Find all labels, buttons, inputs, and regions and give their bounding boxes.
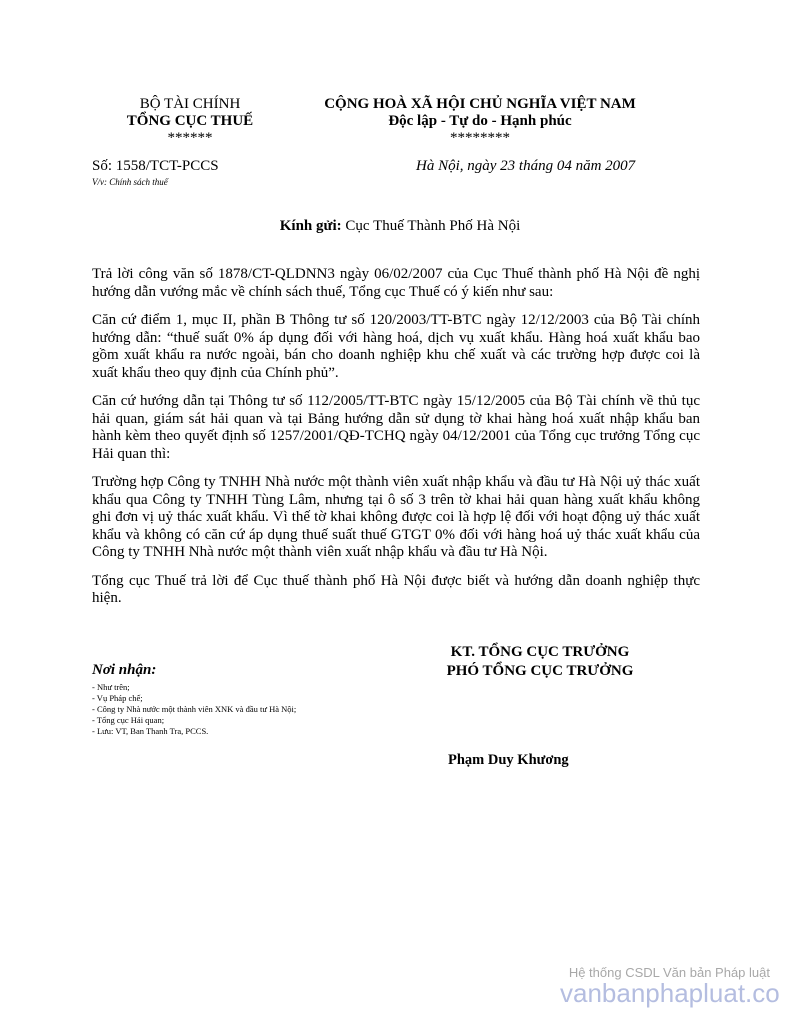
motto-divider-stars: ********	[450, 130, 510, 146]
receivers-title: Nơi nhận:	[92, 662, 157, 678]
national-header	[290, 96, 670, 147]
recipient-line	[0, 218, 800, 235]
body-paragraph: Trả lời công văn số 1878/CT-QLDNN3 ngày 06/02/2007 của Cục Thuế thành phố Hà Nội đề nghị hướng dẫn vướng mắc về chính sách thuế, Tổng cục Thuế có ý kiến như sau:	[92, 266, 700, 300]
recipient-name: Cục Thuế Thành Phố Hà Nội	[341, 218, 521, 234]
signature-title-2: PHÓ TỔNG CỤC TRƯỞNG	[446, 663, 634, 679]
body-paragraph: Căn cứ điểm 1, mục II, phần B Thông tư số 120/2003/TT-BTC ngày 12/12/2003 của Bộ Tài chính hướng dẫn: “thuế suất 0% áp dụng đối với hàng hoá, dịch vụ xuất khẩu. Hàng hoá xuất khẩu bao gồm xuất khẩu ra nước ngoài, bán cho doanh nghiệp khu chế xuất và các trường hợp được coi là xuất khẩu theo quy định của Chính phủ”.	[92, 312, 700, 381]
list-item: - Như trên;	[92, 682, 130, 692]
national-motto: Độc lập - Tự do - Hạnh phúc	[388, 113, 572, 129]
department-name: TỔNG CỤC THUẾ	[126, 113, 254, 129]
watermark-site: vanbanphapluat.co	[560, 978, 780, 1008]
signature-block	[400, 643, 680, 681]
issuing-organization	[90, 96, 290, 147]
list-item: - Lưu: VT, Ban Thanh Tra, PCCS.	[92, 726, 209, 736]
document-body	[92, 266, 700, 619]
signer-name: Phạm Duy Khương	[448, 752, 569, 768]
signature-title-1: KT. TỔNG CỤC TRƯỞNG	[450, 644, 630, 660]
nation-name: CỘNG HOÀ XÃ HỘI CHỦ NGHĨA VIỆT NAM	[324, 96, 636, 112]
document-subject: V/v: Chính sách thuế	[92, 177, 168, 187]
ministry-name: BỘ TÀI CHÍNH	[139, 96, 241, 112]
list-item: - Công ty Nhà nước một thành viên XNK và đầu tư Hà Nội;	[92, 704, 297, 714]
recipient-label: Kính gửi:	[279, 218, 342, 234]
receivers-block	[92, 662, 296, 737]
watermark-caption: Hệ thống CSDL Văn bản Pháp luật	[568, 965, 770, 980]
list-item: - Vụ Pháp chế;	[92, 693, 143, 703]
receivers-list	[92, 682, 296, 737]
document-date: Hà Nội, ngày 23 tháng 04 năm 2007	[416, 158, 636, 174]
body-paragraph: Tổng cục Thuế trả lời để Cục thuế thành phố Hà Nội được biết và hướng dẫn doanh nghiệp thực hiện.	[92, 572, 700, 606]
org-divider-stars: ******	[167, 130, 213, 146]
document-number: Số: 1558/TCT-PCCS	[92, 158, 219, 174]
list-item: - Tổng cục Hải quan;	[92, 715, 165, 725]
body-paragraph: Căn cứ hướng dẫn tại Thông tư số 112/2005/TT-BTC ngày 15/12/2005 của Bộ Tài chính về thủ tục hải quan, giám sát hải quan và tại Bảng hướng dẫn sử dụng tờ khai hàng hoá xuất nhập khẩu ban hành kèm theo quyết định số 1257/2001/QĐ-TCHQ ngày 04/12/2001 của Tổng cục trưởng Tổng cục Hải quan thì:	[92, 393, 700, 462]
body-paragraph: Trường hợp Công ty TNHH Nhà nước một thành viên xuất nhập khẩu và đầu tư Hà Nội uỷ thác xuất khẩu qua Công ty TNHH Tùng Lâm, nhưng tại ô số 3 trên tờ khai hải quan hàng xuất khẩu không ghi đơn vị uỷ thác xuất khẩu. Vì thế tờ khai không được coi là hợp lệ đối với hoạt động uỷ thác xuất khẩu và không có căn cứ áp dụng thuế suất thuế GTGT 0% đối với hàng hoá uỷ thác xuất khẩu của Công ty TNHH Nhà nước một thành viên xuất nhập khẩu và đầu tư Hà Nội.	[92, 474, 700, 560]
